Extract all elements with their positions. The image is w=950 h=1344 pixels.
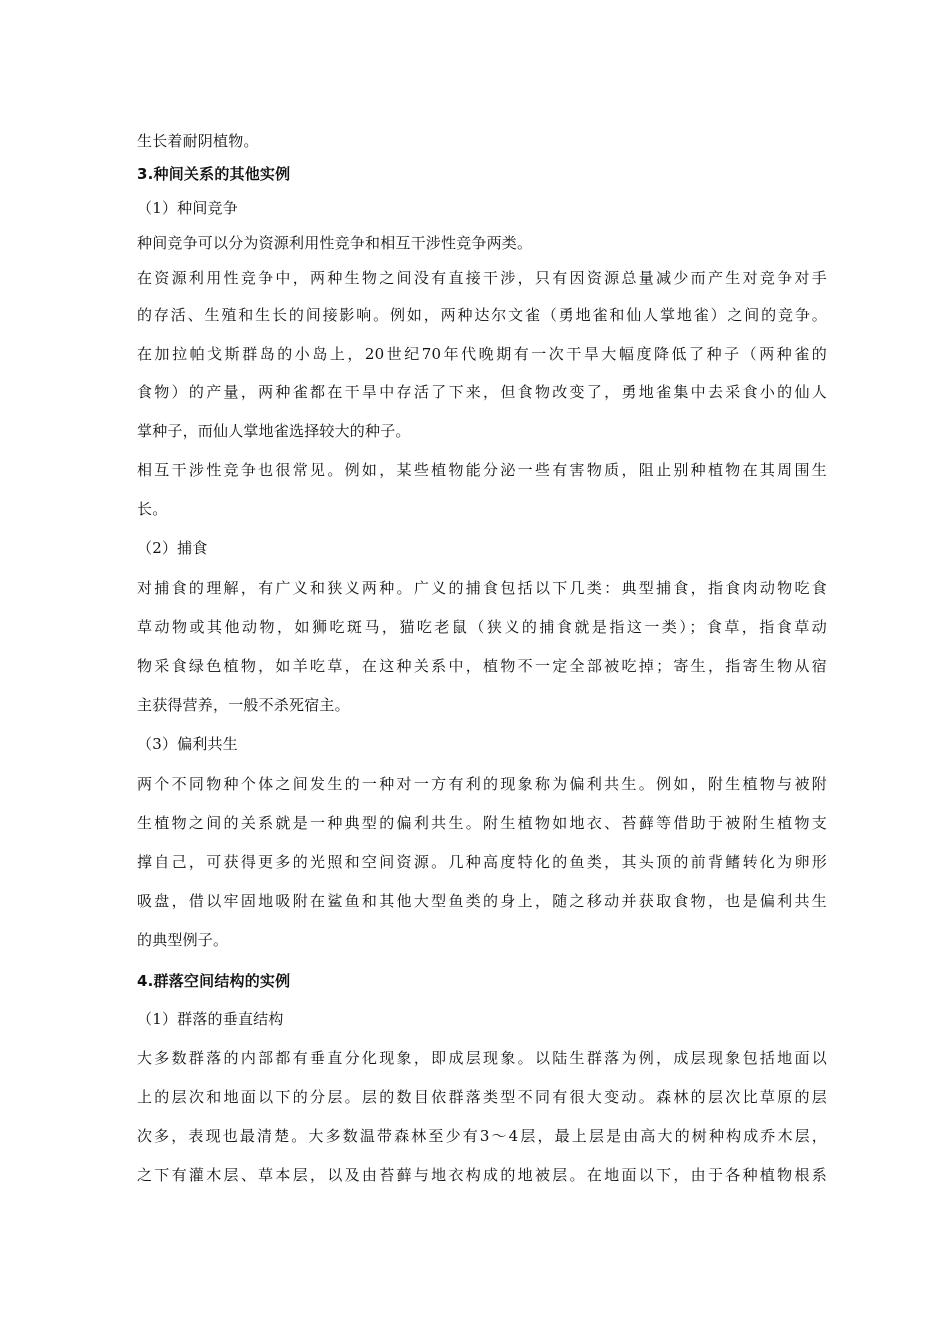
paragraph-line: 种间竞争可以分为资源利用性竞争和相互干涉性竞争两类。 (137, 234, 533, 252)
paragraph-line: 在加拉帕戈斯群岛的小岛上，20世纪70年代晚期有一次干旱大幅度降低了种子（两种雀的 (137, 345, 827, 363)
paragraph-line: 撑自己，可获得更多的光照和空间资源。几种高度特化的鱼类，其头顶的前背鳍转化为卵形 (137, 853, 827, 871)
paragraph-line: 对捕食的理解，有广义和狭义两种。广义的捕食包括以下几类：典型捕食，指食肉动物吃食 (137, 579, 827, 597)
subsection-heading: （1）群落的垂直结构 (137, 1010, 284, 1028)
paragraph-line: 掌种子，而仙人掌地雀选择较大的种子。 (137, 422, 411, 440)
subsection-heading: （1）种间竞争 (137, 199, 238, 217)
paragraph-line: 相互干涉性竞争也很常见。例如，某些植物能分泌一些有害物质，阻止别种植物在其周围生 (137, 461, 827, 479)
paragraph-line: 草动物或其他动物，如狮吃斑马，猫吃老鼠（狭义的捕食就是指这一类）；食草，指食草动 (137, 618, 827, 636)
paragraph-line: 大多数群落的内部都有垂直分化现象，即成层现象。以陆生群落为例，成层现象包括地面以 (137, 1049, 827, 1067)
paragraph-line: 物采食绿色植物，如羊吃草，在这种关系中，植物不一定全部被吃掉；寄生，指寄生物从宿 (137, 657, 827, 675)
subsection-heading: （3）偏利共生 (137, 735, 238, 753)
paragraph-line: 两个不同物种个体之间发生的一种对一方有利的现象称为偏利共生。例如，附生植物与被附 (137, 775, 827, 793)
paragraph-line: 在资源利用性竞争中，两种生物之间没有直接干涉，只有因资源总量减少而产生对竞争对手 (137, 269, 827, 287)
paragraph-line: 生长着耐阴植物。 (137, 132, 259, 150)
paragraph-line: 生植物之间的关系就是一种典型的偏利共生。附生植物如地衣、苔藓等借助于被附生植物支 (137, 814, 827, 832)
paragraph-line: 食物）的产量，两种雀都在干旱中存活了下来，但食物改变了，勇地雀集中去采食小的仙人 (137, 383, 827, 401)
paragraph-line: 次多，表现也最清楚。大多数温带森林至少有3～4层，最上层是由高大的树种构成乔木层， (137, 1127, 827, 1145)
section-heading: 4.群落空间结构的实例 (137, 972, 291, 990)
paragraph-line: 的典型例子。 (137, 931, 229, 949)
paragraph-line: 主获得营养，一般不杀死宿主。 (137, 696, 350, 714)
section-heading: 3.种间关系的其他实例 (137, 165, 291, 183)
paragraph-line: 之下有灌木层、草本层，以及由苔藓与地衣构成的地被层。在地面以下，由于各种植物根系 (137, 1166, 827, 1184)
paragraph-line: 吸盘，借以牢固地吸附在鲨鱼和其他大型鱼类的身上，随之移动并获取食物，也是偏利共生 (137, 892, 827, 910)
subsection-heading: （2）捕食 (137, 539, 208, 557)
paragraph-line: 长。 (137, 500, 168, 518)
paragraph-line: 的存活、生殖和生长的间接影响。例如，两种达尔文雀（勇地雀和仙人掌地雀）之间的竞争。 (137, 306, 827, 324)
paragraph-line: 上的层次和地面以下的分层。层的数目依群落类型不同有很大变动。森林的层次比草原的层 (137, 1088, 827, 1106)
